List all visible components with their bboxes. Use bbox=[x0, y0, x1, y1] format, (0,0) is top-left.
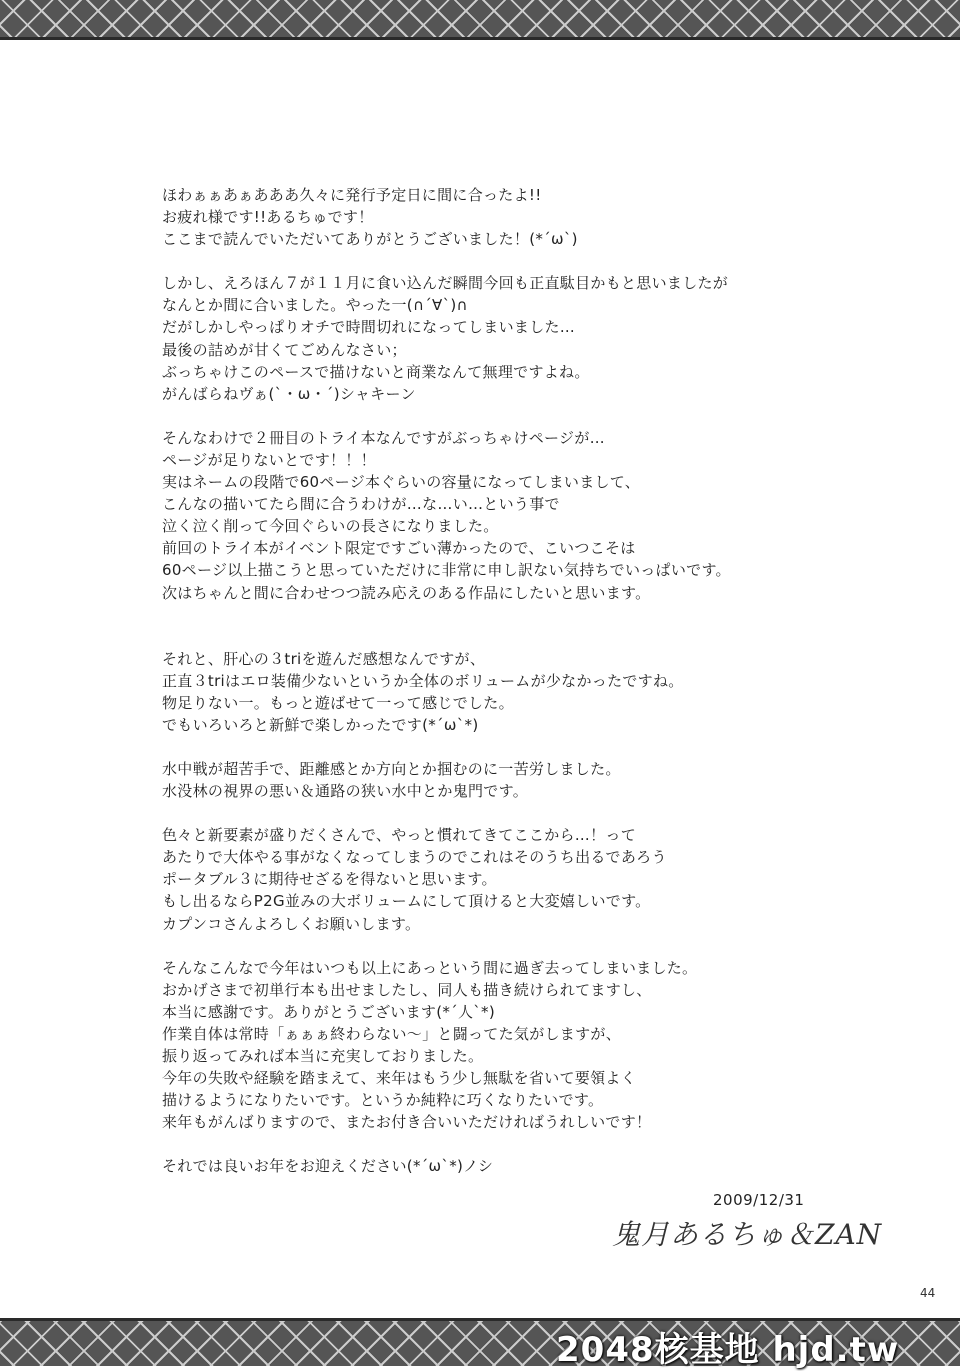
text-line: 最後の詰めが甘くてごめんなさい； bbox=[162, 340, 407, 359]
text-line: ほわぁぁあぁあああ久々に発行予定日に間に合ったよ!! bbox=[162, 186, 542, 204]
paragraph-2 bbox=[162, 272, 842, 405]
text-line: 60ページ以上描こうと思っていただけに非常に申し訳ない気持ちでいっぱいです。 bbox=[162, 561, 731, 580]
paragraph-5 bbox=[162, 758, 842, 802]
text-line: それと、肝心の３triを遊んだ感想なんですが、 bbox=[162, 649, 486, 668]
paragraph-7 bbox=[162, 957, 842, 1134]
text-line: 本当に感謝です。ありがとうございます(*´人`*) bbox=[162, 1002, 496, 1021]
text-line: だがしかしやっぱりオチで時間切れになってしまいました… bbox=[162, 318, 576, 337]
text-line: しかし、えろほん７が１１月に食い込んだ瞬間今回も正直駄目かもと思いましたが bbox=[162, 274, 729, 293]
text-line: 作業自体は常時「ぁぁぁ終わらない～」と闘ってた気がしますが、 bbox=[162, 1024, 622, 1043]
afterword-text bbox=[162, 184, 842, 1177]
paragraph-6 bbox=[162, 824, 842, 934]
text-line: 振り返ってみれば本当に充実しておりました。 bbox=[162, 1047, 484, 1065]
text-line: ページが足りないとです！！！ bbox=[162, 450, 376, 469]
text-line: 水没林の視界の悪い＆通路の狭い水中とか鬼門です。 bbox=[162, 782, 529, 801]
text-line: カプンコさんよろしくお願いします。 bbox=[162, 914, 421, 933]
text-line: もし出るならP2G並みの大ボリュームにして頂けると大変嬉しいです。 bbox=[162, 892, 651, 911]
text-line: なんとか間に合いました。やった一(∩´∀`)∩ bbox=[162, 296, 468, 315]
author-signature: 鬼月あるちゅ＆ZAN bbox=[612, 1218, 883, 1251]
page-number: 44 bbox=[920, 1286, 936, 1300]
text-line: それでは良いお年をお迎えください(*´ω`*)ノシ bbox=[162, 1157, 494, 1176]
paragraph-1 bbox=[162, 184, 842, 250]
text-line: おかげさまで初単行本も出せましたし、同人も描き続けられてますし、 bbox=[162, 980, 652, 999]
text-line: 水中戦が超苦手で、距離感とか方向とか掴むのに一苦労しました。 bbox=[162, 759, 621, 778]
paragraph-3 bbox=[162, 427, 842, 604]
text-line: 色々と新要素が盛りだくさんで、やっと慣れてきてここから…！って bbox=[162, 826, 637, 845]
text-line: 物足りない一。もっと遊ばせて一って感じでした。 bbox=[162, 693, 514, 712]
paragraph-8 bbox=[162, 1155, 842, 1177]
text-line: お疲れ様です!!あるちゅです！ bbox=[162, 208, 374, 227]
text-line: 来年もがんばりますので、またお付き合いいただければうれしいです！ bbox=[162, 1113, 652, 1132]
text-line: そんなこんなで今年はいつも以上にあっという間に過ぎ去ってしまいました。 bbox=[162, 958, 698, 977]
text-line: 次はちゃんと間に合わせつつ読み応えのある作品にしたいと思います。 bbox=[162, 583, 651, 602]
text-line: ポータブル３に期待せざるを得ないと思います。 bbox=[162, 870, 497, 889]
text-line: ここまで読んでいただいてありがとうございました！(*´ω`) bbox=[162, 230, 578, 249]
text-line: こんなの描いてたら間に合うわけが…な…い…という事で bbox=[162, 495, 560, 514]
text-line: 正直３triはエロ装備少ないというか全体のボリュームが少なかったですね。 bbox=[162, 671, 684, 690]
text-line: 実はネームの段階で60ページ本ぐらいの容量になってしまいまして、 bbox=[162, 473, 641, 492]
text-line: そんなわけで２冊目のトライ本なんですがぶっちゃけページが… bbox=[162, 428, 605, 447]
text-line: ぶっちゃけこのペースで描けないと商業なんて無理ですよね。 bbox=[162, 362, 590, 381]
top-decorative-border bbox=[0, 0, 960, 40]
watermark: 2048核基地 hjd.tw bbox=[556, 1330, 900, 1370]
text-line: 前回のトライ本がイベント限定ですごい薄かったので、こいつこそは bbox=[162, 539, 636, 558]
text-line: 今年の失敗や経験を踏まえて、来年はもう少し無駄を省いて要領よく bbox=[162, 1069, 637, 1088]
paragraph-4 bbox=[162, 648, 842, 736]
text-line: でもいろいろと新鮮で楽しかったです(*´ω`*) bbox=[162, 715, 479, 734]
text-line: がんばらねヴぁ(`・ω・´)シャキーン bbox=[162, 384, 416, 403]
text-line: 泣く泣く削って今回ぐらいの長さになりました。 bbox=[162, 517, 499, 536]
text-line: あたりで大体やる事がなくなってしまうのでこれはそのうち出るであろう bbox=[162, 848, 667, 867]
date: 2009/12/31 bbox=[713, 1191, 805, 1209]
text-line: 描けるようになりたいです。というか純粋に巧くなりたいです。 bbox=[162, 1091, 604, 1110]
